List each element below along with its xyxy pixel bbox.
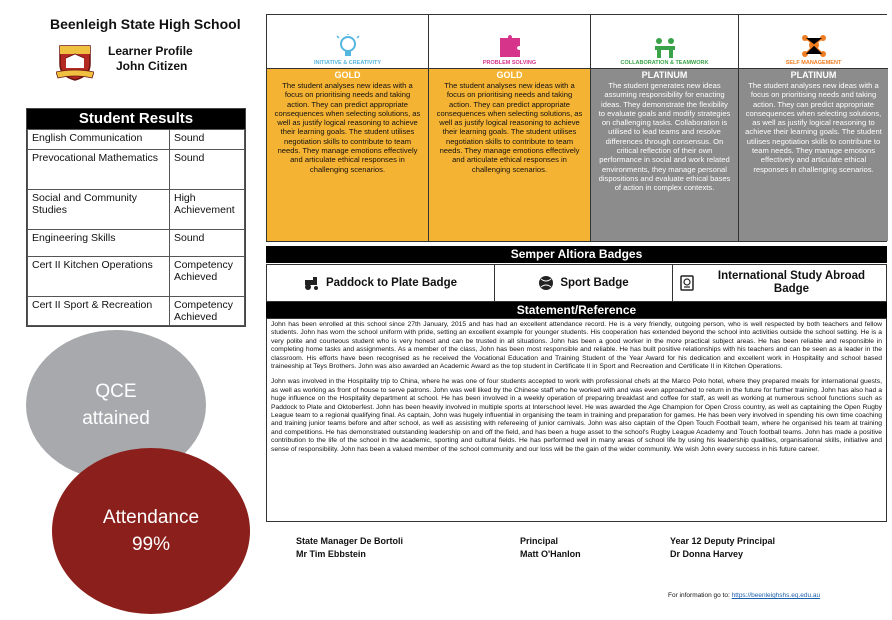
capability-level: PLATINUM <box>641 70 688 80</box>
capability-self-management <box>739 15 888 241</box>
tractor-icon <box>304 275 320 291</box>
subject-cell: Cert II Sport & Recreation <box>28 297 170 326</box>
result-cell: Sound <box>170 230 245 257</box>
result-cell: Competency Achieved <box>170 297 245 326</box>
qce-label: QCE <box>95 381 137 402</box>
capability-level: GOLD <box>334 70 361 80</box>
sport-ball-icon <box>538 275 554 291</box>
table-row <box>28 230 245 257</box>
badge-sport <box>495 265 673 301</box>
subject-cell: Social and Community Studies <box>28 190 170 230</box>
capability-initiative <box>267 15 429 241</box>
signatory-name: Dr Donna Harvey <box>670 549 744 559</box>
subject-cell: Engineering Skills <box>28 230 170 257</box>
qce-status: attained <box>82 408 150 429</box>
school-name: Beenleigh State High School <box>50 16 241 32</box>
capability-description: The student generates new ideas assuming responsibility for enacting ideas. They demonstrate the flexibility to evaluate goals and modify strategies on challenging tasks. Collaboration is utilised to lead teams and resolve differences through consensus. On critical reflection of their own performance in social and work related environments, they manage personal dispositions and evaluate ethical bases of action in complex contexts. <box>598 81 731 193</box>
signatory-name: Mr Tim Ebbstein <box>296 549 366 559</box>
capabilities-grid <box>266 14 887 242</box>
table-row <box>28 190 245 230</box>
signatory-deputy-principal <box>670 535 775 561</box>
badges-row <box>266 264 887 302</box>
badge-label: International Study Abroad Badge <box>717 270 866 295</box>
signatory-role: State Manager De Bortoli <box>296 536 404 546</box>
student-name: John Citizen <box>116 59 188 73</box>
result-cell: Competency Achieved <box>170 257 245 297</box>
subject-cell: Prevocational Mathematics <box>28 150 170 190</box>
capability-problem-solving <box>429 15 591 241</box>
footer-info <box>668 592 820 599</box>
signatory-principal <box>520 535 581 561</box>
statement-paragraph: John has been enrolled at this school since 27th January, 2015 and has had an excellent attendance record. He is a very friendly, outgoing person, who is well respected by both teachers and fellow students. John has worn the school uniform with pride, setting an excellent example for younger students. His cooperation has extended beyond the school into activities outside the school setting. He is a very polite and courteous student who is very honest and can be trusted in all situations. John has been a good worker in the more practical subject areas. He has been reliable and responsible in completing home tasks and assignments. As a member of the class, John has been most responsible and reliable. He has built positive relationships with his teachers and can be seen as a leader in the classroom. His efforts have been recognised as he received the Vocational Education and Training Student of the Year Award for his dedication and excellent work in Hospitality and school based traineeship at Teys Brothers. John was also awarded an Academic Award as the top student in Certificate II in Sport and Recreation and Certificate II in Kitchen Operations. <box>271 321 882 371</box>
signatory-role: Principal <box>520 536 559 546</box>
capability-label: COLLABORATION & TEAMWORK <box>620 60 709 66</box>
attendance-label: Attendance <box>102 507 200 528</box>
team-icon <box>652 34 678 60</box>
result-cell: Sound <box>170 130 245 150</box>
badge-paddock-to-plate <box>267 265 495 301</box>
results-title: Student Results <box>27 109 245 129</box>
result-cell: High Achievement <box>170 190 245 230</box>
student-results-table <box>26 108 246 327</box>
profile-title: Learner Profile <box>108 44 193 58</box>
badge-study-abroad <box>673 265 888 301</box>
capability-level: GOLD <box>496 70 523 80</box>
capability-label: SELF MANAGEMENT <box>785 60 842 66</box>
subject-cell: Cert II Kitchen Operations <box>28 257 170 297</box>
capability-collaboration <box>591 15 739 241</box>
footer-text: For information go to: <box>668 592 730 599</box>
school-crest-icon <box>56 42 94 82</box>
table-row <box>28 150 245 190</box>
capability-label: PROBLEM SOLVING <box>482 60 537 66</box>
capability-description: The student analyses new ideas with a focus on prioritising needs and taking action. They can predict appropriate consequences when selecting solutions, as well as justify logical reasoning to achieve their learning goals. The student utilises negotiation skills to contribute to team needs. They manage emotions effectively and articulate ethical responses in challenging scenarios. <box>436 81 583 174</box>
capability-description: The student analyses new ideas with a focus on prioritising needs and taking action. They can predict appropriate consequences when selecting solutions, as well as justify logical reasoning to achieve their learning goals. The student utilises negotiation skills to contribute to team needs. They manage emotions effectively and articulate ethical responses in challenging scenarios. <box>274 81 421 174</box>
badge-label: Sport Badge <box>560 276 629 289</box>
signatory-state-manager <box>296 535 403 561</box>
capability-level: PLATINUM <box>790 70 837 80</box>
network-icon <box>801 34 827 60</box>
badges-title: Semper Altiora Badges <box>266 246 887 263</box>
lightbulb-icon <box>335 34 361 60</box>
capability-description: The student analyses new ideas with a focus on prioritising needs and taking action. They can predict appropriate consequences when selecting solutions, as well as justify logical reasoning to achieve their learning goals. The student utilises negotiation skills to contribute to team needs. They manage emotions effectively and articulate ethical responses in challenging scenarios. <box>745 81 882 174</box>
table-row <box>28 297 245 326</box>
badge-label: Paddock to Plate Badge <box>325 276 457 289</box>
school-website-link[interactable]: https://beenleighshs.eq.edu.au <box>731 592 821 599</box>
puzzle-icon <box>497 34 523 60</box>
capability-label: INITIATIVE & CREATIVITY <box>313 60 382 66</box>
result-cell: Sound <box>170 150 245 190</box>
signatory-role: Year 12 Deputy Principal <box>670 536 776 546</box>
attendance-circle <box>52 448 250 614</box>
passport-icon <box>679 275 695 291</box>
statement-body <box>266 318 887 522</box>
table-row <box>28 257 245 297</box>
statement-paragraph: John was involved in the Hospitality trip to China, where he was one of four students accepted to work with professional chefs at the Marco Polo hotel, where they prepared meals for international guests, as well as working as front of house to serve patrons. John was well liked by the Chinese staff who he worked with and was even approached to return in the future for further training. John has also had a huge influence on the Hospitality department at school. He has been involved in a weekly operation of preparing breakfast and coffee for staff, as well as working at numerous school functions such as Paddock to Plate and Oktoberfest. John has been heavily involved in multiple sports at Interschool level. He was awarded the Age Champion for Open Cross country, as well as captaining the Open Rugby League team to a regional qualifying final. As captain, John was hugely influential in organising the team in training and preparation for games. He has been very involved in spending his own time coaching and training junior teams before and after school, as well as assisting with refereeing of junior carnivals. John was also captain of the Open Touch Football team, where he organised his team at training and competitions. He has demonstrated outstanding leadership on and off the field, and has been a huge asset to the school's Rugby League Academy and Touch football teams. John has made a positive contribution to the life of the school in the academic, sporting and cultural fields. He has performed well in many areas of school life by using his leadership qualities, organisational skills, initiative and sense of responsibility. John has been a valued member of the school community and our loss will be the gain of the wider community. We wish John every success in his future career. <box>271 378 882 453</box>
statement-title: Statement/Reference <box>266 302 887 318</box>
attendance-value: 99% <box>131 534 171 555</box>
subject-cell: English Communication <box>28 130 170 150</box>
signatory-name: Matt O'Hanlon <box>520 549 581 559</box>
table-row <box>28 130 245 150</box>
